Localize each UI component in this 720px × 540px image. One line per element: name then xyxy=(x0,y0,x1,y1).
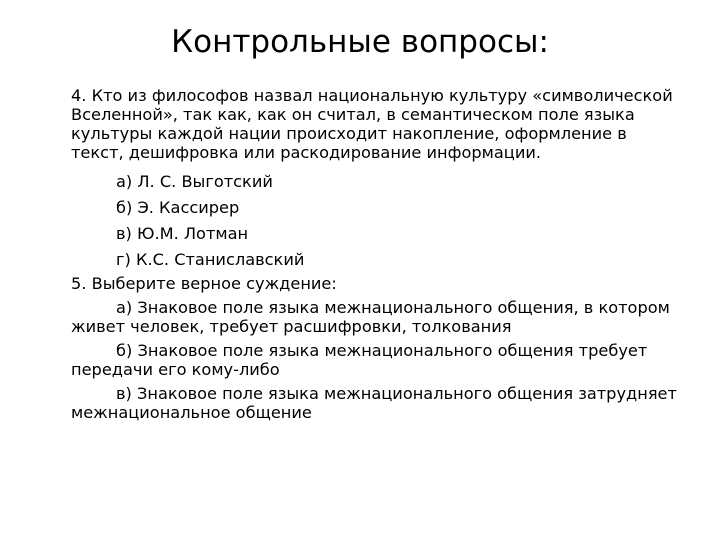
question-4-option-c: в) Ю.М. Лотман xyxy=(116,224,249,243)
question-5-option-b: б) Знаковое поле языка межнационального общения требует передачи его кому-либо xyxy=(71,341,648,379)
slide-title: Контрольные вопросы: xyxy=(171,24,549,60)
question-4-option-d: г) К.С. Станиславский xyxy=(116,250,305,269)
question-4-option-a: а) Л. С. Выготский xyxy=(116,172,273,191)
slide-body xyxy=(71,86,681,422)
question-5-option-c: в) Знаковое поле языка межнационального общения затрудняет межнациональное общение xyxy=(71,384,677,422)
question-4-option-b: б) Э. Кассирер xyxy=(116,198,240,217)
question-4-text: 4. Кто из философов назвал национальную культуру «символической Вселенной», так как, как он считал, в семантическом поле языка культуры каждой нации происходит накопление, оформление в текст, дешифровка или раскодирование информации. xyxy=(71,86,673,162)
question-5-text: 5. Выберите верное суждение: xyxy=(71,274,337,293)
question-5-option-a: а) Знаковое поле языка межнационального общения, в котором живет человек, требует расшифровки, толкования xyxy=(71,298,670,336)
